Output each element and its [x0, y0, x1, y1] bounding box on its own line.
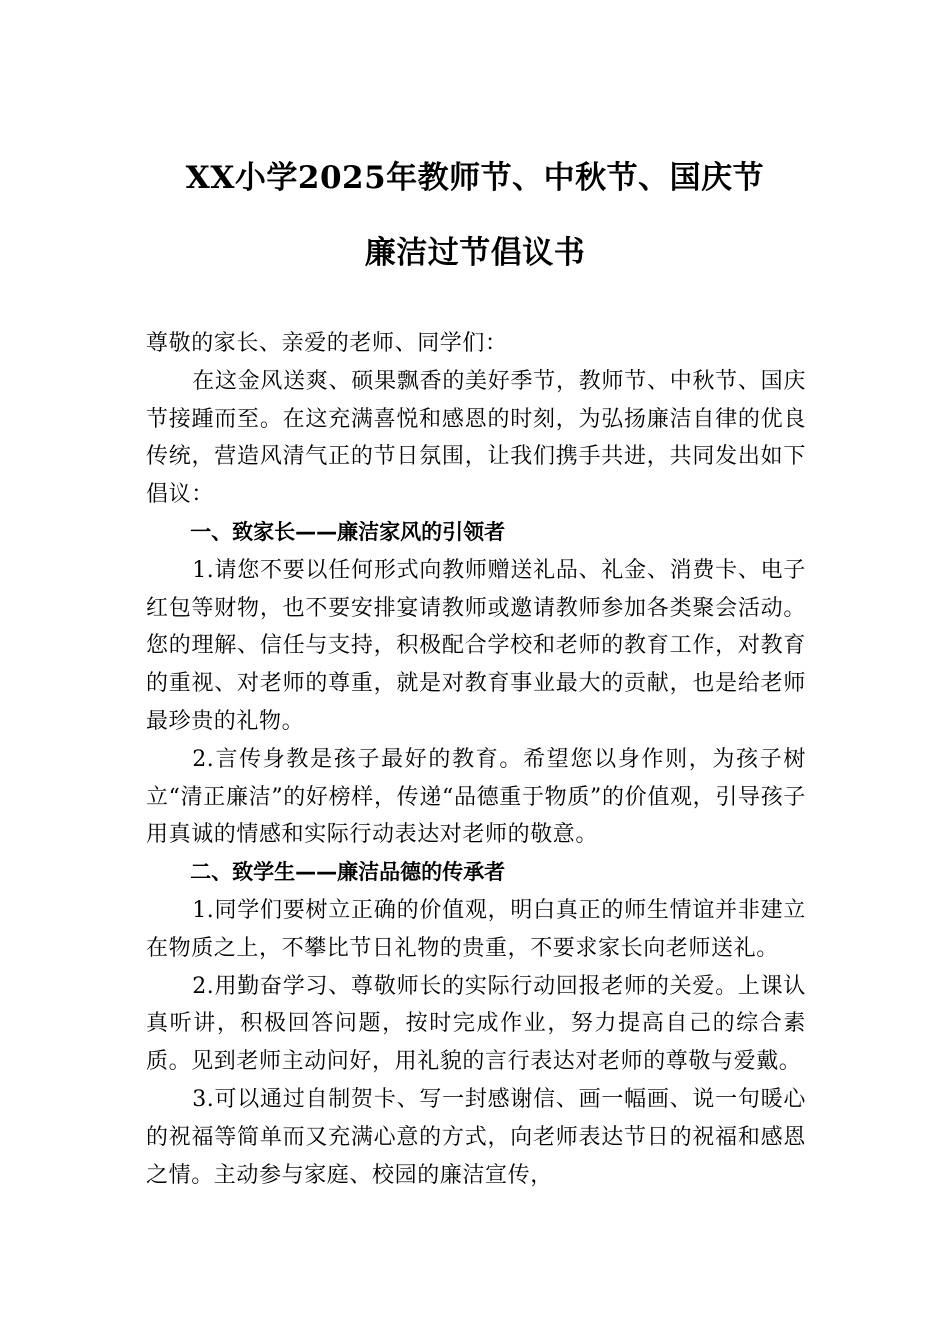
section-2-item-2: 2.用勤奋学习、尊敬师长的实际行动回报老师的关爱。上课认真听讲，积极回答问题，按时完成作业，努力提高自己的综合素质。见到老师主动问好，用礼貌的言行表达对老师的尊敬与爱戴。: [146, 973, 806, 1075]
title-line-2: 廉洁过节倡议书: [364, 235, 586, 271]
section-1-item-1: 1.请您不要以任何形式向教师赠送礼品、礼金、消费卡、电子红包等财物，也不要安排宴请教师或邀请教师参加各类聚会活动。您的理解、信任与支持，积极配合学校和老师的教育工作，对教育的重视、对老师的尊重，就是对教育事业最大的贡献，也是给老师最珍贵的礼物。: [146, 557, 806, 734]
section-1-item-2: 2.言传身教是孩子最好的教育。希望您以身作则，为孩子树立“清正廉洁”的好榜样，传递“品德重于物质”的价值观，引导孩子用真诚的情感和实际行动表达对老师的敬意。: [146, 746, 806, 848]
document-title: [0, 158, 950, 273]
section-2-heading: 二、致学生——廉洁品德的传承者: [190, 860, 506, 885]
salutation: 尊敬的家长、亲爱的老师、同学们：: [146, 331, 508, 356]
section-2-item-3: 3.可以通过自制贺卡、写一封感谢信、画一幅画、说一句暖心的祝福等简单而又充满心意的方式，向老师表达节日的祝福和感恩之情。主动参与家庭、校园的廉洁宣传，: [146, 1086, 806, 1188]
section-2-item-1: 1.同学们要树立正确的价值观，明白真正的师生情谊并非建立在物质之上，不攀比节日礼物的贵重，不要求家长向老师送礼。: [146, 897, 806, 961]
section-1-heading: 一、致家长——廉洁家风的引领者: [190, 519, 506, 544]
intro-paragraph: 在这金风送爽、硕果飘香的美好季节，教师节、中秋节、国庆节接踵而至。在这充满喜悦和感恩的时刻，为弘扬廉洁自律的优良传统，营造风清气正的节日氛围，让我们携手共进，共同发出如下倡议：: [146, 368, 806, 508]
title-line-1: XX小学2025年教师节、中秋节、国庆节: [185, 160, 765, 196]
document-body: [146, 325, 806, 1194]
